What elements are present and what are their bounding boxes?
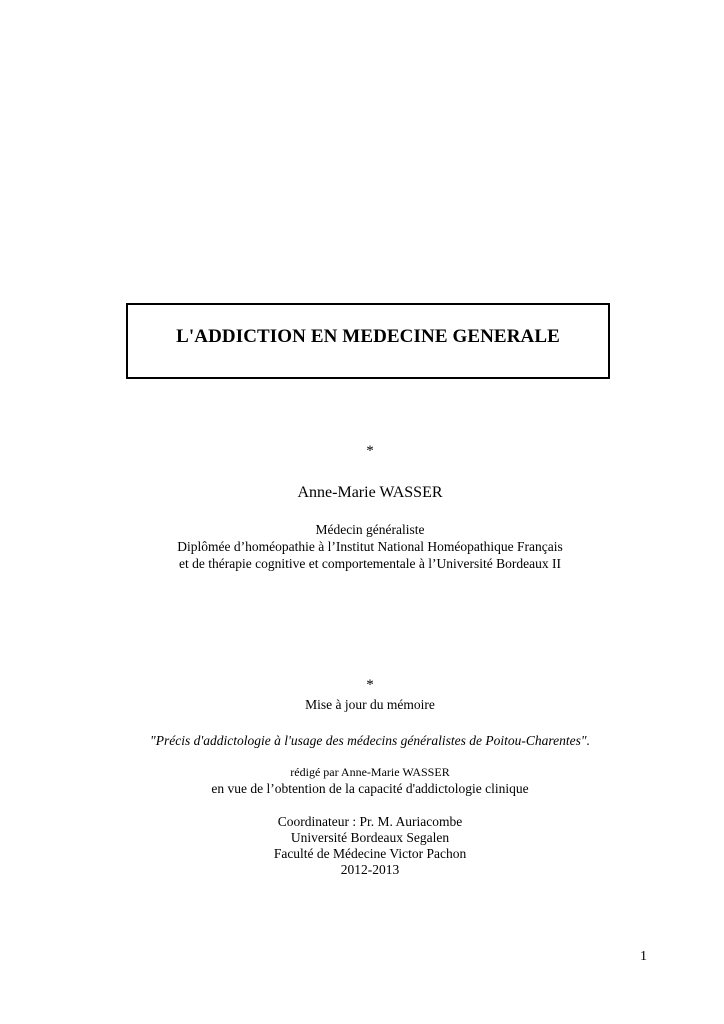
memoir-purpose: en vue de l’obtention de la capacité d'addictologie clinique bbox=[211, 781, 529, 796]
academic-years: 2012-2013 bbox=[340, 862, 400, 877]
memoir-written-by: rédigé par Anne-Marie WASSER bbox=[290, 765, 450, 779]
university: Université Bordeaux Segalen bbox=[290, 830, 450, 845]
title-box bbox=[126, 303, 610, 379]
document-title: L'ADDICTION EN MEDECINE GENERALE bbox=[176, 326, 560, 347]
author-diploma-line-2: et de thérapie cognitive et comportementale à l’Université Bordeaux II bbox=[179, 556, 561, 571]
page-number: 1 bbox=[640, 949, 647, 964]
separator-asterisk-1: * bbox=[366, 443, 374, 459]
author-name: Anne-Marie WASSER bbox=[297, 484, 443, 501]
memoir-work-title: "Précis d'addictologie à l'usage des médecins généralistes de Poitou-Charentes". bbox=[150, 733, 590, 748]
faculty: Faculté de Médecine Victor Pachon bbox=[273, 846, 467, 861]
author-profession: Médecin généraliste bbox=[315, 522, 425, 537]
author-diploma-line-1: Diplômée d’homéopathie à l’Institut National Homéopathique Français bbox=[177, 539, 563, 554]
separator-asterisk-2: * bbox=[366, 677, 374, 693]
memoir-update-label: Mise à jour du mémoire bbox=[305, 697, 435, 712]
coordinator: Coordinateur : Pr. M. Auriacombe bbox=[277, 814, 463, 829]
